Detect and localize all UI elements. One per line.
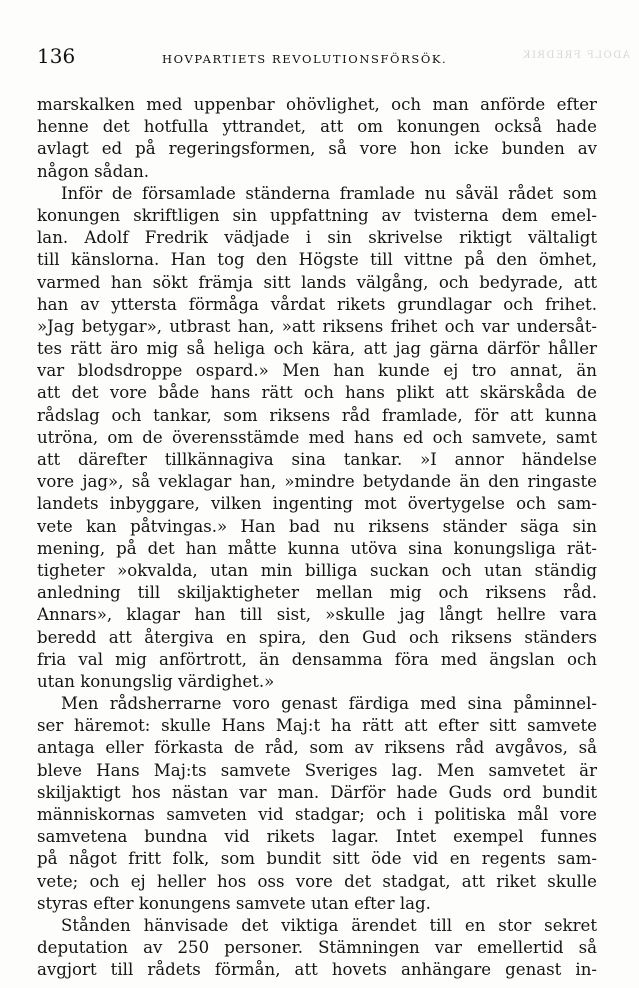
text-line: att därefter tillkännagiva sina tankar. »I annor händelse — [37, 450, 597, 469]
text-line: ser häremot: skulle Hans Maj:t ha rätt att efter sitt samvete — [37, 716, 597, 736]
text-line: avlagt ed på regeringsformen, så vore hon icke bunden av — [37, 139, 597, 159]
text-line: rådslag och tankar, som riksens råd framlade, för att kunna — [37, 405, 597, 425]
body-text — [37, 94, 597, 982]
page-header — [37, 44, 597, 74]
text-line: styras efter konungens samvete utan efter lag. — [37, 893, 431, 913]
text-line: deputation av 250 personer. Stämningen var emellertid så — [37, 938, 597, 958]
text-line: antaga eller förkasta de råd, som av riksens råd avgåvos, så — [37, 738, 597, 758]
text-line: marskalken med uppenbar ohövlighet, och man anförde efter — [37, 95, 597, 114]
paragraph — [37, 915, 597, 982]
text-line: utan konungslig värdighet.» — [37, 671, 275, 691]
text-line: Stånden hänvisade det viktiga ärendet till en stor sekret — [61, 915, 597, 935]
text-line: Inför de församlade ständerna framlade nu såväl rådet som — [61, 183, 597, 203]
text-line: vore jag», så veklagar han, »mindre betydande än den ringaste — [37, 472, 597, 492]
text-line: att det vore både hans rätt och hans plikt att skärskåda de — [37, 383, 597, 403]
text-line: Annars», klagar han till sist, »skulle jag långt hellre vara — [37, 605, 597, 625]
text-line: till känslorna. Han tog den Högste till vittne på den ömhet, — [37, 250, 597, 270]
text-line: fria val mig anförtrott, än densamma föra med ängslan och — [37, 649, 597, 669]
text-line: samvetena bundna vid rikets lagar. Intet exempel funnes — [37, 827, 597, 847]
text-line: anledning till skiljaktigheter mellan mig och riksens råd. — [37, 583, 597, 603]
text-line: varmed han sökt främja sitt lands välgång, och bedyrade, att — [37, 272, 597, 292]
paragraph — [37, 693, 597, 915]
text-line: konungen skriftligen sin uppfattning av tvisterna dem emel- — [37, 205, 597, 225]
text-line: människornas samveten vid stadgar; och i politiska mål vore — [37, 805, 597, 824]
text-line: skiljaktigt hos nästan var man. Därför hade Guds ord bundit — [37, 782, 597, 802]
bleed-through-text: ADOLF FREDRIK — [521, 50, 630, 61]
running-head: HOVPARTIETS REVOLUTIONSFÖRSÖK. — [162, 52, 448, 66]
text-line: avgjort till rådets förmån, att hovets anhängare genast in- — [37, 960, 597, 980]
text-line: Men rådsherrarne voro genast färdiga med sina påminnel- — [61, 694, 597, 714]
paragraph — [37, 183, 597, 693]
text-line: utröna, om de överensstämde med hans ed och samvete, samt — [37, 427, 597, 447]
text-line: vete kan påtvingas.» Han bad nu riksens ständer säga sin — [37, 516, 597, 536]
page-number: 136 — [37, 44, 76, 68]
text-line: henne det hotfulla yttrandet, att om konungen också hade — [37, 117, 597, 137]
text-line: vete; och ej heller hos oss vore det stadgat, att riket skulle — [37, 871, 597, 891]
text-line: tes rätt äro mig så heliga och kära, att jag gärna därför håller — [37, 339, 597, 359]
text-line: lan. Adolf Fredrik vädjade i sin skrivelse riktigt vältaligt — [37, 228, 597, 248]
paragraph — [37, 94, 597, 183]
text-line: mening, på det han måtte kunna utöva sina konungsliga rät- — [37, 538, 597, 558]
text-line: någon sådan. — [37, 161, 150, 181]
text-line: landets inbyggare, vilken ingenting mot övertygelse och sam- — [37, 494, 597, 514]
text-line: »Jag betygar», utbrast han, »att riksens frihet och var undersåt- — [37, 316, 597, 336]
text-line: bleve Hans Maj:ts samvete Sveriges lag. Men samvetet är — [37, 760, 597, 780]
text-line: på något fritt folk, som bundit sitt öde vid en regents sam- — [37, 849, 597, 869]
text-line: han av yttersta förmåga vårdat rikets grundlagar och frihet. — [37, 294, 597, 314]
text-line: tigheter »okvalda, utan min billiga suckan och utan ständig — [37, 560, 597, 580]
text-line: var blodsdroppe ospard.» Men han kunde ej tro annat, än — [37, 361, 597, 381]
text-line: beredd att återgiva en spira, den Gud och riksens ständers — [37, 627, 597, 647]
